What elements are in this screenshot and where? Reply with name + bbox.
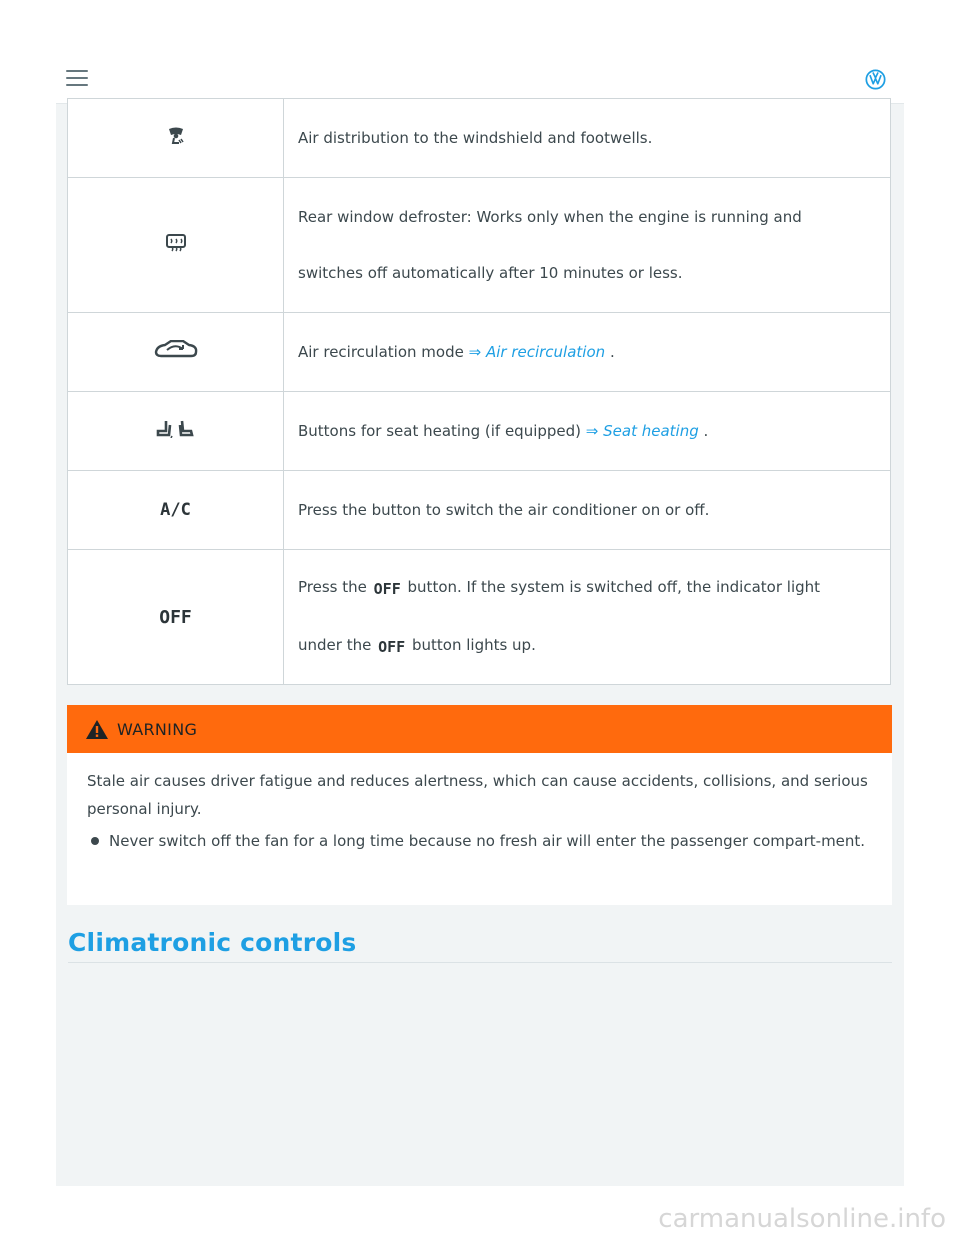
seat-heating-link[interactable]: ⇒ Seat heating — [585, 422, 699, 440]
table-row — [68, 550, 891, 685]
warning-bullet — [87, 827, 872, 855]
row-text-part: under the — [298, 636, 372, 654]
table-row — [68, 99, 891, 178]
row-text-line — [298, 559, 876, 617]
row-text-part: Press the — [298, 578, 367, 596]
warning-header — [67, 705, 892, 753]
row-text-line: switches off automatically after 10 minutes or less. — [298, 264, 683, 282]
warning-text: Stale air causes driver fatigue and reduces alertness, which can cause accidents, collisions, and serious personal injury. — [87, 772, 868, 818]
row-text-part: button lights up. — [411, 636, 536, 654]
icon-cell — [68, 178, 284, 313]
windshield-footwell-icon — [166, 127, 186, 145]
row-text — [284, 392, 891, 471]
off-inline-icon: OFF — [373, 580, 401, 598]
air-recirculation-link[interactable]: ⇒ Air recirculation — [468, 343, 606, 361]
section-divider — [68, 962, 892, 963]
icon-cell — [68, 313, 284, 392]
table-row — [68, 471, 891, 550]
table-row — [68, 178, 891, 313]
row-text: Air distribution to the windshield and footwells. — [284, 99, 891, 178]
row-text — [284, 178, 891, 313]
controls-table — [67, 98, 891, 685]
icon-cell — [68, 392, 284, 471]
icon-cell — [68, 550, 284, 685]
row-text-part: button. If the system is switched off, the indicator light — [407, 578, 821, 596]
section-title: Climatronic controls — [68, 928, 357, 957]
icon-cell — [68, 99, 284, 178]
hamburger-menu-icon[interactable] — [66, 70, 88, 88]
row-text-line — [298, 617, 876, 675]
row-text-label: Buttons for seat heating (if equipped) — [298, 422, 582, 440]
top-bar — [56, 56, 904, 104]
row-text — [284, 550, 891, 685]
icon-cell — [68, 471, 284, 550]
ac-icon: A/C — [160, 500, 191, 520]
vw-logo-icon[interactable] — [865, 69, 886, 90]
off-inline-icon: OFF — [378, 638, 406, 656]
warning-body — [67, 753, 892, 855]
bullet-dot-icon — [91, 837, 99, 845]
table-row — [68, 313, 891, 392]
warning-title: WARNING — [117, 720, 198, 739]
row-text-suffix: . — [609, 343, 615, 361]
row-text: Press the button to switch the air conditioner on or off. — [284, 471, 891, 550]
row-text-suffix: . — [703, 422, 709, 440]
seat-heating-icon — [156, 420, 196, 438]
warning-bullet-text: Never switch off the fan for a long time because no fresh air will enter the passenger compart-ment. — [109, 832, 866, 850]
table-row — [68, 392, 891, 471]
watermark: carmanualsonline.info — [658, 1204, 946, 1234]
warning-triangle-icon — [85, 719, 109, 740]
rear-defroster-icon — [166, 234, 186, 252]
warning-box — [67, 705, 892, 905]
air-recirculation-icon — [153, 340, 199, 360]
row-text-label: Air recirculation mode — [298, 343, 464, 361]
off-icon: OFF — [159, 606, 192, 628]
row-text-line: Rear window defroster: Works only when the engine is running and — [298, 208, 802, 226]
row-text — [284, 313, 891, 392]
